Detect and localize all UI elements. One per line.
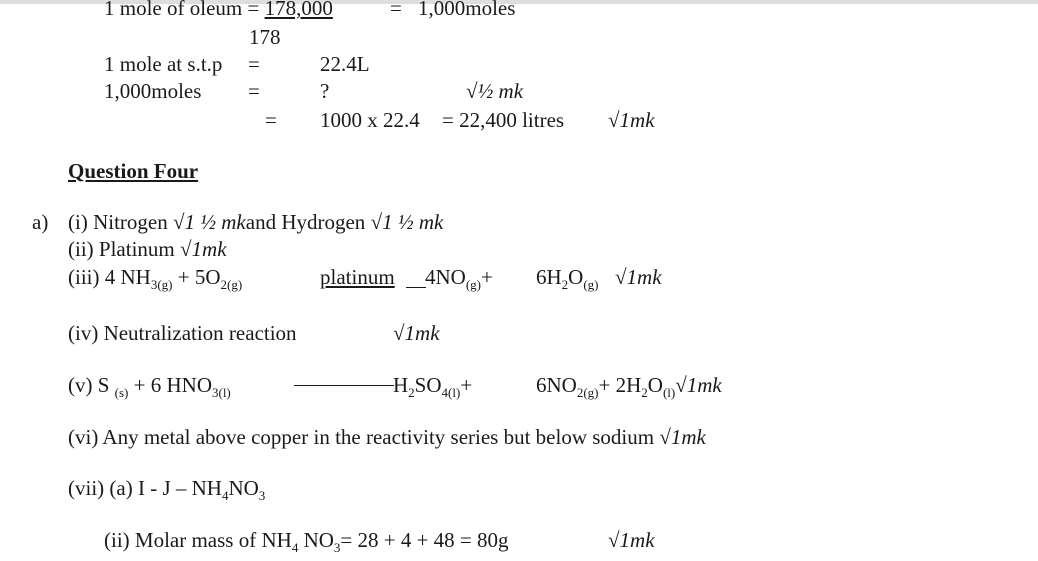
answer-i-text: (i) Nitrogen [68,210,173,234]
molar-mass-result: = 28 + 4 + 48 = 80g [340,528,509,552]
nitric-acid-formula: + 6 HNO [128,373,212,397]
answer-v-reactants [68,373,231,400]
oleum-label: 1 mole of oleum = [104,0,265,20]
answer-ii-text: (ii) Platinum [68,237,180,261]
nitric-acid-state: 3(l) [211,385,231,400]
moles-label: 1,000moles [104,79,202,103]
oleum-result: 1,000moles [418,0,516,20]
moles-equals: = [248,79,260,103]
answer-vii-a [68,476,266,503]
molar-mass-line [104,528,509,555]
ammonium-sub: 4 [291,540,299,555]
stp-equals: = [248,52,260,76]
nitrogen-mark: √1 ½ mk [172,210,246,234]
molar-mass-mark: √1mk [608,528,655,552]
answer-i [68,212,443,233]
answer-vi [68,427,706,448]
acid-h-sub: 2 [408,385,415,400]
oleum-line [104,0,333,19]
acid-so: SO [414,373,442,397]
oxygen-formula: + 5O [172,265,221,289]
volume-expression: 1000 x 22.4 [320,108,420,132]
catalyst-label: platinum [320,265,395,289]
part-a-label: a) [32,210,49,234]
answer-vi-mark: √1mk [659,425,706,449]
stp-volume: 22.4L [320,52,370,76]
answer-iv: (iv) Neutralization reaction [68,321,297,345]
sulphur-formula: (v) S [68,373,115,397]
water-h: 6H [536,265,562,289]
acid-state: 4(l) [441,385,461,400]
reaction-arrow-v [294,385,394,386]
oleum-denominator: 178 [249,25,281,49]
nitric-oxide-product [425,265,493,292]
equation-iii-mark: √1mk [615,265,662,289]
water-h-sub: 2 [641,385,648,400]
ammonia-formula: (iii) 4 NH [68,265,151,289]
nitrate-formula: NO [228,476,259,500]
moles-unknown: ? [320,79,330,103]
sulphur-state: (s) [114,385,129,400]
ammonium-sub: 4 [221,488,229,503]
nitrate-sub: 3 [333,540,341,555]
plus-sign: + [481,265,493,289]
ammonia-state: 3(g) [150,277,173,292]
volume-equals: = [265,108,277,132]
answer-vii-text: (vii) (a) I - J – NH [68,476,222,500]
question-four-heading: Question Four [68,159,199,183]
answer-ii [68,239,227,260]
volume-result: = 22,400 litres [442,108,565,132]
half-mark: √½ mk [466,79,524,103]
no2-formula: 6NO [536,373,577,397]
water-o: O [568,265,584,289]
water-h-sub: 2 [561,277,569,292]
oleum-numerator: 178,000 [264,0,333,20]
molar-mass-label: (ii) Molar mass of NH [104,528,292,552]
nitrate-sub: 3 [258,488,266,503]
nitrate-formula: NO [298,528,334,552]
neutralization-mark: √1mk [393,321,440,345]
hydrogen-mark: √1 ½ mk [370,210,444,234]
water-formula: + 2H [598,373,642,397]
reaction-arrow-iii [406,287,426,288]
answer-i-mid: and Hydrogen [245,210,371,234]
water-state: (g) [583,277,599,292]
answer-vi-text: (vi) Any metal above copper in the reactivity series but below sodium [68,425,660,449]
sulphuric-acid-product [393,373,473,400]
products-v [536,373,722,400]
oleum-equals: = [390,0,402,20]
stp-label: 1 mole at s.t.p [104,52,223,76]
volume-mark: √1mk [608,108,655,132]
plus-sign: + [460,373,473,397]
acid-h: H [393,373,409,397]
water-state: (l) [662,385,676,400]
water-product [536,265,599,292]
no-state: (g) [465,277,482,292]
platinum-mark: √1mk [180,237,227,261]
equation-v-mark: √1mk [675,373,722,397]
no2-state: 2(g) [576,385,599,400]
answer-iii-reactants [68,265,243,292]
water-o: O [647,373,663,397]
oxygen-state: 2(g) [220,277,243,292]
no-formula: 4NO [425,265,466,289]
